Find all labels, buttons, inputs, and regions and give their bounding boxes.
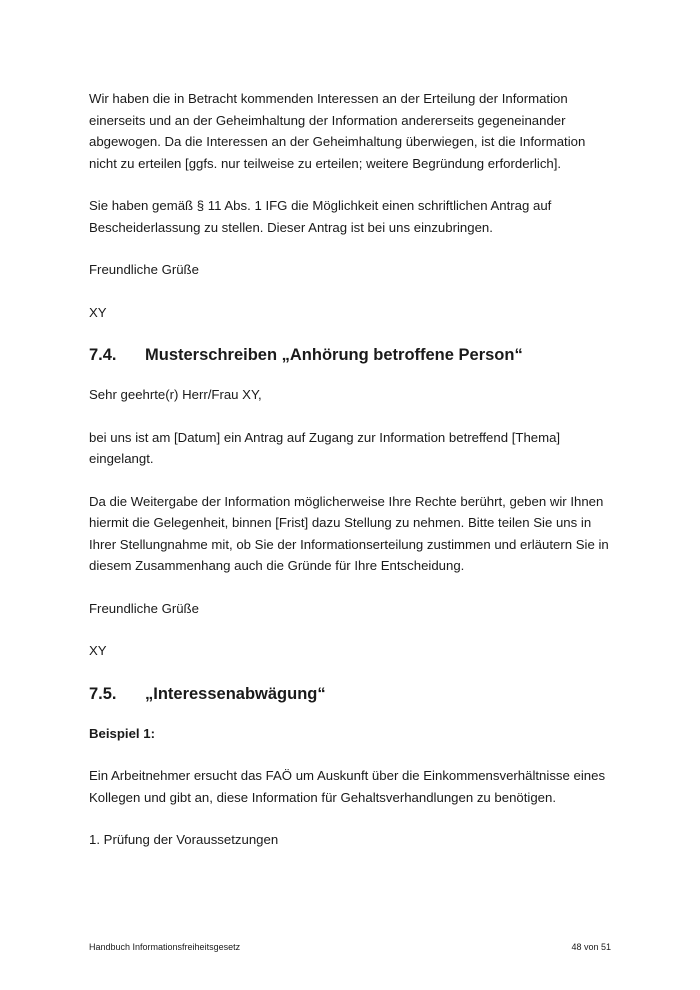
salutation: Sehr geehrte(r) Herr/Frau XY, [89,387,262,402]
page-footer [89,941,611,953]
paragraph-legal-remedy [89,195,619,238]
section-heading-7-4 [89,344,619,366]
section-title: Musterschreiben „Anhörung betroffene Person“ [145,346,523,364]
footer-page-number: 48 von 51 [571,942,611,952]
section-number: 7.4. [89,346,117,364]
text-line: diesem Zusammenhang auch die Gründe für Ihre Entscheidung. [89,558,465,573]
footer-document-title: Handbuch Informationsfreiheitsgesetz [89,942,241,952]
paragraph-interest-weighing [89,88,619,174]
text-line: Bescheiderlassung zu stellen. Dieser Antrag ist bei uns einzubringen. [89,219,493,235]
page-content [89,88,619,872]
paragraph-request-received [89,427,619,470]
text-line: bei uns ist am [Datum] ein Antrag auf Zugang zur Information betreffend [Thema] [89,429,561,445]
section-title: „Interessenabwägung“ [145,684,326,703]
example-label: Beispiel 1: [89,725,155,741]
text-line: einerseits und an der Geheimhaltung der Information andererseits gegeneinander [89,112,566,128]
paragraph-hearing-request [89,491,619,577]
text-line: Ihrer Stellungnahme mit, ob Sie der Informationserteilung zustimmen und erläutern Sie in [89,536,609,552]
text-line: Sie haben gemäß § 11 Abs. 1 IFG die Möglichkeit einen schriftlichen Antrag auf [89,198,552,213]
text-line: Ein Arbeitnehmer ersucht das FAÖ um Auskunft über die Einkommensverhältnisse eines [89,768,606,783]
paragraph-example-case [89,765,619,808]
step-heading: 1. Prüfung der Voraussetzungen [89,832,279,847]
text-line: abgewogen. Da die Interessen an der Geheimhaltung überwiegen, ist die Information [89,134,586,149]
signature: XY [89,643,107,658]
text-line: Kollegen und gibt an, diese Information für Gehaltsverhandlungen zu benötigen. [89,789,557,805]
text-line: nicht zu erteilen [ggfs. nur teilweise zu erteilen; weitere Begründung erforderlich]. [89,155,562,171]
section-heading-7-5 [89,683,619,705]
signature: XY [89,304,107,320]
closing-greeting: Freundliche Grüße [89,600,199,616]
section-number: 7.5. [89,684,117,703]
text-line: hiermit die Gelegenheit, binnen [Frist] dazu Stellung zu nehmen. Bitte teilen Sie uns in [89,515,592,530]
closing-greeting: Freundliche Grüße [89,262,199,277]
text-line: eingelangt. [89,451,154,466]
text-line: Da die Weitergabe der Information möglicherweise Ihre Rechte berührt, geben wir Ihnen [89,493,604,509]
text-line: Wir haben die in Betracht kommenden Interessen an der Erteilung der Information [89,91,568,106]
